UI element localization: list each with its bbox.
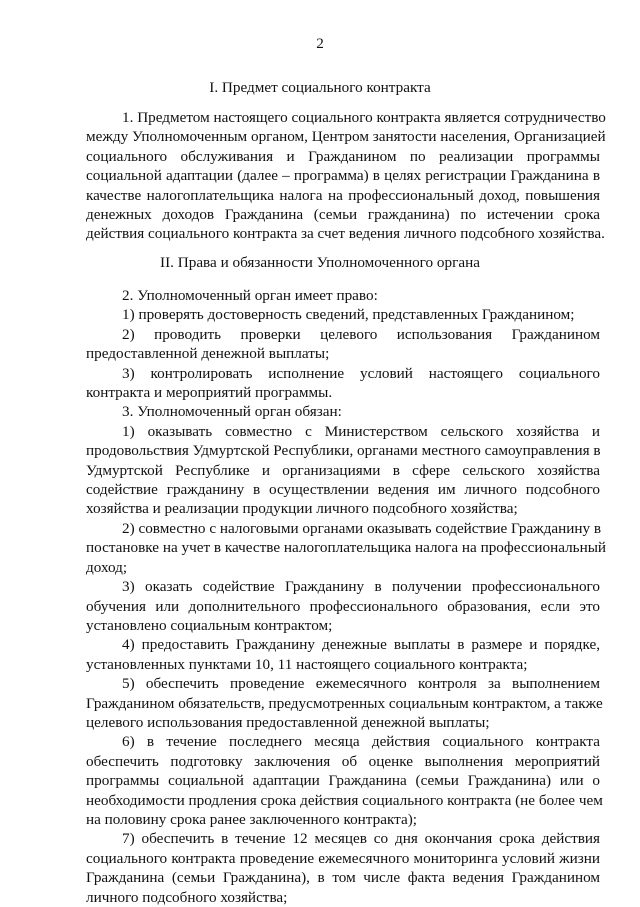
paragraph-3: 3. Уполномоченный орган обязан: xyxy=(122,403,342,421)
text-line: целевого использования предоставленной денежной выплаты; xyxy=(86,713,490,731)
text-line: установленных пунктами 10, 11 настоящего социального контракта; xyxy=(86,655,528,673)
text-line: социального обслуживания и Гражданином по реализации программы xyxy=(86,147,600,165)
item-3-2: 2) совместно с налоговыми органами оказывать содействие Гражданину в xyxy=(122,519,602,537)
text-line: качестве налогоплательщика налога на профессиональный доход, повышения xyxy=(86,186,600,204)
section-1-heading: I. Предмет социального контракта xyxy=(209,79,431,96)
text-line: между Уполномоченным органом, Центром занятости населения, Организацией xyxy=(86,128,606,146)
text-line: предоставленной денежной выплаты; xyxy=(86,345,330,363)
item-3-3: 3) оказать содействие Гражданину в получении профессионального xyxy=(122,578,600,596)
section-2-body xyxy=(86,286,607,907)
item-3-7: 7) обеспечить в течение 12 месяцев со дня окончания срока действия xyxy=(122,830,600,848)
text-line: установлено социальным контрактом; xyxy=(86,616,333,634)
page-number: 2 xyxy=(316,35,324,52)
text-line: обучения или дополнительного профессионального образования, если это xyxy=(86,597,600,615)
text-line: доход; xyxy=(86,558,128,576)
text-line: Гражданином обязательств, предусмотренных социальным контрактом, а также xyxy=(86,694,603,712)
item-3-6: 6) в течение последнего месяца действия социального контракта xyxy=(122,733,600,751)
text-line: обеспечить подготовку заключения об оценке выполнения мероприятий xyxy=(86,752,600,770)
paragraph-1 xyxy=(86,108,606,244)
text-line: 1. Предметом настоящего социального контракта является сотрудничество xyxy=(122,109,606,126)
text-line: продовольствия Удмуртской Республики, органами местного самоуправления в xyxy=(86,442,601,460)
text-line: на половину срока ранее заключенного контракта); xyxy=(86,810,417,828)
item-3-4: 4) предоставить Гражданину денежные выплаты в размере и порядке, xyxy=(122,636,600,654)
text-line: Удмуртской Республике и организациями в сфере сельского хозяйства xyxy=(86,461,600,479)
paragraph-2: 2. Уполномоченный орган имеет право: xyxy=(122,287,378,304)
text-line: Гражданина (семьи Гражданина), в том числе факта ведения Гражданином xyxy=(86,869,600,887)
item-2-2: 2) проводить проверки целевого использования Гражданином xyxy=(122,325,600,343)
text-line: действия социального контракта за счет ведения личного подсобного хозяйства. xyxy=(86,225,605,243)
text-line: необходимости продления срока действия социального контракта (не более чем xyxy=(86,791,603,809)
text-line: программы социальной адаптации Гражданина (семьи Гражданина) или о xyxy=(86,772,600,790)
text-line: хозяйства и реализации продукции личного подсобного хозяйства; xyxy=(86,500,518,518)
text-line: социальной адаптации (далее – программа) в целях регистрации Гражданина в xyxy=(86,167,600,185)
text-line: денежных доходов Гражданина (семьи гражданина) по истечении срока xyxy=(86,206,600,224)
text-line: содействие гражданину в осуществлении ведения им личного подсобного xyxy=(86,481,600,499)
text-line: постановке на учет в качестве налогоплательщика налога на профессиональный xyxy=(86,539,607,557)
item-2-1: 1) проверять достоверность сведений, представленных Гражданином; xyxy=(122,306,575,324)
item-3-1: 1) оказывать совместно с Министерством сельского хозяйства и xyxy=(122,422,600,440)
text-line: социального контракта проведение ежемесячного мониторинга условий жизни xyxy=(86,849,600,867)
text-line: контракта и мероприятий программы. xyxy=(86,384,333,402)
section-2-heading: II. Права и обязанности Уполномоченного органа xyxy=(160,254,480,271)
item-2-3: 3) контролировать исполнение условий настоящего социального xyxy=(122,364,600,382)
text-line: личного подсобного хозяйства; xyxy=(86,888,288,906)
item-3-5: 5) обеспечить проведение ежемесячного контроля за выполнением xyxy=(122,675,600,693)
